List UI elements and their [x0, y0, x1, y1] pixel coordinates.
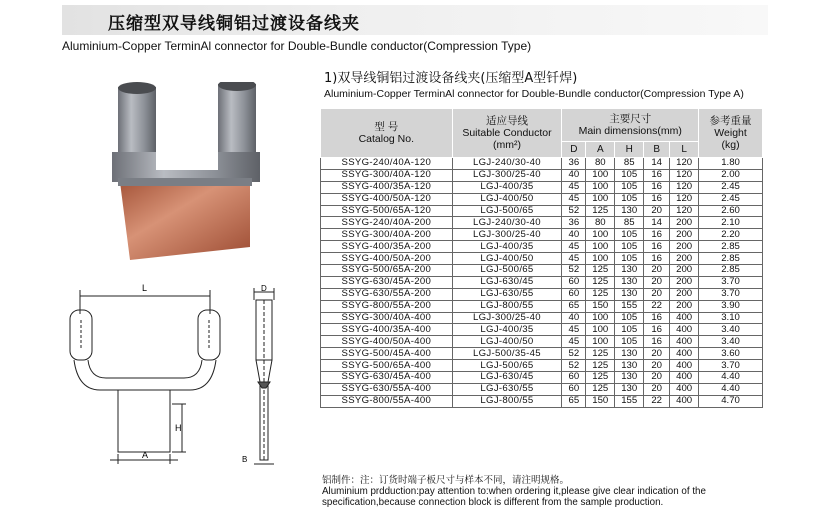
- cell-dim-l: 400: [670, 395, 699, 407]
- cell-catalog: SSYG-630/45A-200: [321, 276, 453, 288]
- table-row: [321, 395, 763, 407]
- header-catalog: [321, 109, 453, 158]
- cell-conductor: LGJ-630/45: [452, 372, 562, 384]
- cell-conductor: LGJ-240/30-40: [452, 217, 562, 229]
- cell-dim-l: 120: [670, 169, 699, 181]
- cell-dim-h: 105: [615, 181, 644, 193]
- cell-dim-l: 400: [670, 360, 699, 372]
- header-dimensions: [562, 109, 699, 142]
- cell-dim-h: 130: [615, 360, 644, 372]
- dim-label-A: A: [142, 450, 149, 460]
- cell-catalog: SSYG-240/40A-120: [321, 158, 453, 170]
- table-row: [321, 336, 763, 348]
- header-conductor-en: Suitable Conductor: [462, 127, 552, 139]
- cell-catalog: SSYG-500/65A-120: [321, 205, 453, 217]
- cell-dim-l: 400: [670, 324, 699, 336]
- header-dim-B: B: [644, 142, 670, 158]
- table-row: [321, 205, 763, 217]
- header-dim-D: D: [562, 142, 586, 158]
- cell-dim-b: 16: [644, 241, 670, 253]
- cell-dim-b: 16: [644, 169, 670, 181]
- cell-dim-h: 130: [615, 372, 644, 384]
- cell-weight: 2.10: [699, 217, 763, 229]
- cell-dim-a: 100: [586, 312, 615, 324]
- cell-catalog: SSYG-500/65A-400: [321, 360, 453, 372]
- cell-dim-b: 20: [644, 360, 670, 372]
- header-dim-A: A: [586, 142, 615, 158]
- section-subtitle: Aluminium-Copper TerminAl connector for Double-Bundle conductor(Compression Type A): [324, 88, 744, 100]
- cell-catalog: SSYG-630/45A-400: [321, 372, 453, 384]
- spec-table: [320, 108, 763, 408]
- cell-dim-h: 105: [615, 253, 644, 265]
- spec-table-body: [321, 158, 763, 408]
- header-conductor-unit: (mm²): [493, 139, 521, 151]
- cell-dim-l: 120: [670, 193, 699, 205]
- cell-dim-l: 400: [670, 312, 699, 324]
- cell-dim-d: 45: [562, 241, 586, 253]
- table-row: [321, 288, 763, 300]
- cell-weight: 4.40: [699, 372, 763, 384]
- cell-catalog: SSYG-630/55A-200: [321, 288, 453, 300]
- cell-dim-a: 125: [586, 288, 615, 300]
- cell-dim-d: 40: [562, 169, 586, 181]
- cell-dim-a: 100: [586, 169, 615, 181]
- cell-dim-d: 65: [562, 395, 586, 407]
- table-row: [321, 193, 763, 205]
- cell-dim-b: 20: [644, 276, 670, 288]
- table-row: [321, 300, 763, 312]
- cell-catalog: SSYG-300/40A-400: [321, 312, 453, 324]
- header-weight-unit: (kg): [721, 139, 740, 151]
- cell-dim-l: 120: [670, 158, 699, 170]
- cell-catalog: SSYG-400/35A-120: [321, 181, 453, 193]
- cell-dim-a: 125: [586, 276, 615, 288]
- cell-dim-h: 85: [615, 158, 644, 170]
- page-subtitle: Aluminium-Copper TerminAl connector for Double-Bundle conductor(Compression Type): [62, 39, 532, 53]
- side-drawing: [240, 282, 290, 472]
- cell-conductor: LGJ-400/50: [452, 193, 562, 205]
- header-conductor: [452, 109, 562, 158]
- footnote-en-2: specification,because connection block is different from the sample production.: [322, 497, 664, 508]
- cell-dim-h: 155: [615, 300, 644, 312]
- cell-dim-d: 52: [562, 205, 586, 217]
- cell-dim-b: 20: [644, 372, 670, 384]
- cell-dim-h: 130: [615, 288, 644, 300]
- cell-dim-b: 16: [644, 193, 670, 205]
- cell-weight: 3.60: [699, 348, 763, 360]
- footnote: [322, 475, 706, 508]
- cell-dim-d: 45: [562, 336, 586, 348]
- cell-dim-l: 200: [670, 276, 699, 288]
- product-photo: [100, 82, 270, 267]
- table-row: [321, 253, 763, 265]
- cell-catalog: SSYG-300/40A-120: [321, 169, 453, 181]
- cell-catalog: SSYG-800/55A-400: [321, 395, 453, 407]
- cell-dim-b: 20: [644, 348, 670, 360]
- cell-weight: 4.40: [699, 383, 763, 395]
- header-conductor-cn: 适应导线: [485, 115, 528, 127]
- cell-weight: 2.45: [699, 181, 763, 193]
- header-dims-en: Main dimensions(mm): [578, 125, 682, 137]
- cell-conductor: LGJ-300/25-40: [452, 229, 562, 241]
- cell-conductor: LGJ-630/55: [452, 383, 562, 395]
- cell-dim-a: 100: [586, 181, 615, 193]
- cell-dim-a: 125: [586, 265, 615, 277]
- cell-dim-d: 60: [562, 383, 586, 395]
- cell-dim-h: 130: [615, 348, 644, 360]
- section-title: 1)双导线铜铝过渡设备线夹(压缩型A型钎焊): [324, 71, 578, 86]
- cell-dim-h: 130: [615, 205, 644, 217]
- cell-dim-d: 60: [562, 288, 586, 300]
- cell-dim-a: 150: [586, 395, 615, 407]
- cell-dim-a: 100: [586, 253, 615, 265]
- dim-label-L: L: [142, 283, 148, 293]
- cell-dim-d: 65: [562, 300, 586, 312]
- header-dim-L: L: [670, 142, 699, 158]
- cell-weight: 2.20: [699, 229, 763, 241]
- header-catalog-en: Catalog No.: [358, 133, 415, 145]
- cell-catalog: SSYG-800/55A-200: [321, 300, 453, 312]
- cell-dim-b: 14: [644, 158, 670, 170]
- table-row: [321, 276, 763, 288]
- cell-conductor: LGJ-400/35: [452, 241, 562, 253]
- table-row: [321, 360, 763, 372]
- cell-dim-h: 105: [615, 241, 644, 253]
- cell-conductor: LGJ-800/55: [452, 300, 562, 312]
- cell-dim-l: 200: [670, 253, 699, 265]
- cell-dim-l: 400: [670, 336, 699, 348]
- cell-conductor: LGJ-400/35: [452, 181, 562, 193]
- cell-weight: 2.60: [699, 205, 763, 217]
- cell-dim-a: 100: [586, 324, 615, 336]
- cell-dim-l: 200: [670, 217, 699, 229]
- cell-conductor: LGJ-500/35-45: [452, 348, 562, 360]
- page-title: 压缩型双导线铜铝过渡设备线夹: [108, 14, 360, 34]
- cell-dim-d: 45: [562, 181, 586, 193]
- cell-dim-l: 200: [670, 229, 699, 241]
- table-row: [321, 312, 763, 324]
- cell-dim-b: 16: [644, 312, 670, 324]
- cell-conductor: LGJ-630/55: [452, 288, 562, 300]
- cell-weight: 3.70: [699, 276, 763, 288]
- cell-dim-d: 45: [562, 193, 586, 205]
- cell-dim-a: 125: [586, 383, 615, 395]
- cell-dim-b: 16: [644, 324, 670, 336]
- cell-dim-h: 85: [615, 217, 644, 229]
- table-row: [321, 265, 763, 277]
- cell-dim-a: 150: [586, 300, 615, 312]
- cell-weight: 3.40: [699, 336, 763, 348]
- cell-weight: 4.70: [699, 395, 763, 407]
- header-dims-cn: 主要尺寸: [609, 113, 652, 125]
- cell-dim-d: 40: [562, 229, 586, 241]
- cell-dim-d: 52: [562, 348, 586, 360]
- cell-dim-b: 20: [644, 383, 670, 395]
- footnote-en-1: Aluminium prdduction:pay attention to:when ordering it,please give clear indication of the: [322, 486, 706, 497]
- cell-dim-l: 400: [670, 383, 699, 395]
- cell-conductor: LGJ-300/25-40: [452, 312, 562, 324]
- cell-dim-d: 36: [562, 217, 586, 229]
- cell-dim-d: 60: [562, 276, 586, 288]
- table-row: [321, 169, 763, 181]
- table-row: [321, 217, 763, 229]
- cell-weight: 3.70: [699, 360, 763, 372]
- table-row: [321, 372, 763, 384]
- cell-dim-l: 200: [670, 300, 699, 312]
- cell-dim-b: 22: [644, 300, 670, 312]
- cell-dim-a: 100: [586, 336, 615, 348]
- cell-dim-a: 80: [586, 158, 615, 170]
- cell-dim-h: 130: [615, 383, 644, 395]
- cell-dim-d: 45: [562, 253, 586, 265]
- cell-dim-a: 80: [586, 217, 615, 229]
- cell-weight: 2.00: [699, 169, 763, 181]
- cell-dim-d: 52: [562, 360, 586, 372]
- cell-catalog: SSYG-400/50A-200: [321, 253, 453, 265]
- cell-conductor: LGJ-500/65: [452, 265, 562, 277]
- cell-weight: 2.85: [699, 253, 763, 265]
- cell-dim-h: 105: [615, 324, 644, 336]
- dim-label-H: H: [175, 423, 182, 433]
- cell-dim-l: 120: [670, 205, 699, 217]
- cell-dim-h: 105: [615, 336, 644, 348]
- table-row: [321, 383, 763, 395]
- footnote-cn: 铝制件：注：订货时端子板尺寸与样本不同，请注明规格。: [322, 475, 570, 486]
- table-row: [321, 158, 763, 170]
- cell-weight: 2.45: [699, 193, 763, 205]
- cell-catalog: SSYG-400/35A-200: [321, 241, 453, 253]
- cell-weight: 3.90: [699, 300, 763, 312]
- cell-dim-b: 14: [644, 217, 670, 229]
- cell-conductor: LGJ-800/55: [452, 395, 562, 407]
- cell-catalog: SSYG-240/40A-200: [321, 217, 453, 229]
- dim-label-D: D: [261, 284, 267, 293]
- cell-dim-a: 125: [586, 372, 615, 384]
- header-catalog-cn: 型 号: [374, 121, 399, 133]
- dim-label-B: B: [242, 455, 248, 464]
- cell-dim-a: 125: [586, 205, 615, 217]
- cell-dim-h: 105: [615, 312, 644, 324]
- cell-weight: 2.85: [699, 241, 763, 253]
- cell-dim-d: 36: [562, 158, 586, 170]
- cell-dim-b: 20: [644, 205, 670, 217]
- header-weight-en: Weight: [714, 127, 747, 139]
- cell-dim-l: 120: [670, 181, 699, 193]
- cell-dim-h: 130: [615, 276, 644, 288]
- cell-weight: 2.85: [699, 265, 763, 277]
- cell-conductor: LGJ-400/50: [452, 336, 562, 348]
- cell-dim-a: 125: [586, 360, 615, 372]
- cell-dim-l: 200: [670, 265, 699, 277]
- cell-weight: 1.80: [699, 158, 763, 170]
- table-row: [321, 324, 763, 336]
- cell-weight: 3.70: [699, 288, 763, 300]
- cell-conductor: LGJ-630/45: [452, 276, 562, 288]
- cell-dim-b: 20: [644, 288, 670, 300]
- cell-weight: 3.40: [699, 324, 763, 336]
- cell-conductor: LGJ-240/30-40: [452, 158, 562, 170]
- cell-dim-l: 400: [670, 348, 699, 360]
- cell-dim-l: 200: [670, 288, 699, 300]
- table-row: [321, 229, 763, 241]
- header-weight: [699, 109, 763, 158]
- cell-dim-a: 125: [586, 348, 615, 360]
- cell-dim-d: 52: [562, 265, 586, 277]
- cell-dim-h: 105: [615, 169, 644, 181]
- cell-dim-h: 105: [615, 193, 644, 205]
- cell-dim-a: 100: [586, 241, 615, 253]
- header-weight-cn: 参考重量: [709, 115, 752, 127]
- cell-catalog: SSYG-300/40A-200: [321, 229, 453, 241]
- cell-dim-h: 130: [615, 265, 644, 277]
- cell-dim-d: 45: [562, 324, 586, 336]
- cell-catalog: SSYG-400/50A-400: [321, 336, 453, 348]
- cell-dim-b: 22: [644, 395, 670, 407]
- cell-dim-b: 20: [644, 265, 670, 277]
- cell-dim-h: 155: [615, 395, 644, 407]
- cell-conductor: LGJ-400/35: [452, 324, 562, 336]
- cell-dim-l: 400: [670, 372, 699, 384]
- header-dim-H: H: [615, 142, 644, 158]
- cell-dim-b: 16: [644, 253, 670, 265]
- cell-catalog: SSYG-400/35A-400: [321, 324, 453, 336]
- cell-catalog: SSYG-500/45A-400: [321, 348, 453, 360]
- cell-conductor: LGJ-500/65: [452, 360, 562, 372]
- cell-catalog: SSYG-630/55A-400: [321, 383, 453, 395]
- cell-dim-d: 60: [562, 372, 586, 384]
- cell-weight: 3.10: [699, 312, 763, 324]
- cell-catalog: SSYG-400/50A-120: [321, 193, 453, 205]
- cell-conductor: LGJ-400/50: [452, 253, 562, 265]
- table-row: [321, 348, 763, 360]
- table-row: [321, 181, 763, 193]
- cell-dim-a: 100: [586, 193, 615, 205]
- cell-dim-d: 40: [562, 312, 586, 324]
- cell-dim-a: 100: [586, 229, 615, 241]
- cell-dim-h: 105: [615, 229, 644, 241]
- cell-dim-b: 16: [644, 181, 670, 193]
- front-drawing: [60, 278, 230, 468]
- cell-dim-b: 16: [644, 229, 670, 241]
- cell-dim-b: 16: [644, 336, 670, 348]
- cell-dim-l: 200: [670, 241, 699, 253]
- cell-conductor: LGJ-300/25-40: [452, 169, 562, 181]
- table-row: [321, 241, 763, 253]
- cell-catalog: SSYG-500/65A-200: [321, 265, 453, 277]
- cell-conductor: LGJ-500/65: [452, 205, 562, 217]
